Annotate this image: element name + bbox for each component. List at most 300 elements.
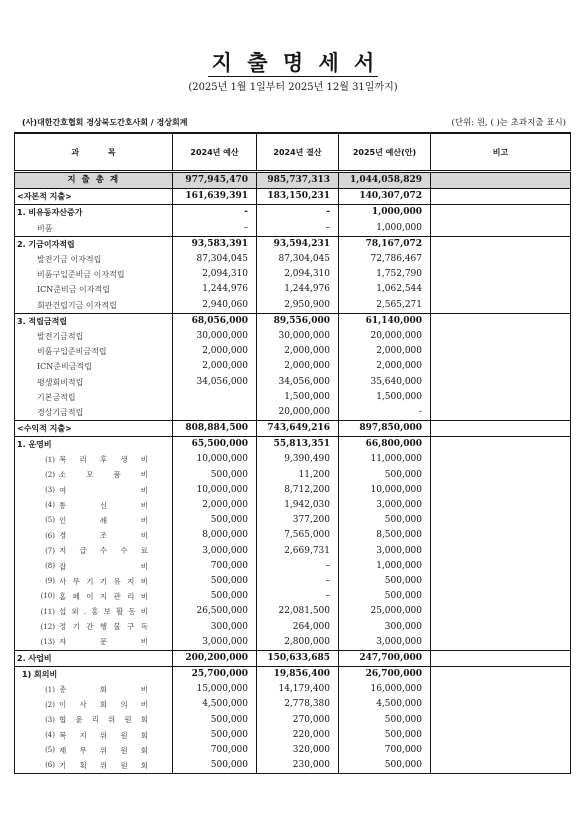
note-cell	[431, 713, 571, 728]
account-cell	[15, 267, 173, 282]
budget-2025-cell: 1,500,000	[339, 390, 431, 405]
budget-2025-cell: 140,307,072	[339, 189, 431, 205]
budget-2024-cell: 10,000,000	[173, 452, 257, 467]
note-cell	[431, 437, 571, 453]
note-cell	[431, 758, 571, 774]
budget-2025-cell: 500,000	[339, 574, 431, 589]
note-cell	[431, 483, 571, 498]
note-cell	[431, 405, 571, 421]
header-row	[15, 133, 571, 172]
item-row	[15, 483, 571, 498]
account-cell	[15, 483, 173, 498]
settled-2024-cell: 30,000,000	[257, 329, 339, 344]
item-number: (2)	[45, 700, 55, 709]
document-title	[0, 50, 586, 77]
expenditure-table	[14, 132, 571, 774]
settled-2024-cell: 14,179,400	[257, 682, 339, 697]
budget-2024-cell: 26,500,000	[173, 604, 257, 619]
group-row	[15, 313, 571, 329]
settled-2024-cell: 2,000,000	[257, 344, 339, 359]
budget-2024-cell: 2,094,310	[173, 267, 257, 282]
budget-2025-cell: 500,000	[339, 713, 431, 728]
item-row	[15, 589, 571, 604]
statement-period: (2025년 1월 1일부터 2025년 12월 31일까지)	[188, 82, 398, 93]
settled-2024-cell: 2,800,000	[257, 635, 339, 651]
note-cell	[431, 189, 571, 205]
budget-2025-cell: 3,000,000	[339, 498, 431, 513]
item-row	[15, 513, 571, 528]
settled-2024-cell: 19,856,400	[257, 667, 339, 683]
budget-2025-cell: 26,700,000	[339, 667, 431, 683]
account-cell	[15, 221, 173, 237]
budget-2024-cell: -	[173, 205, 257, 221]
document-title-text: 지 출 명 세 서	[208, 50, 379, 77]
item-row	[15, 743, 571, 758]
account-label: 2. 사업비	[17, 653, 52, 663]
item-row	[15, 267, 571, 282]
budget-2024-cell: 2,000,000	[173, 498, 257, 513]
budget-2025-cell: 3,000,000	[339, 544, 431, 559]
group-row	[15, 437, 571, 453]
note-cell	[431, 329, 571, 344]
settled-2024-cell: 320,000	[257, 743, 339, 758]
account-label: 통 신 비	[59, 500, 148, 510]
note-cell	[431, 221, 571, 237]
budget-2024-cell: 500,000	[173, 513, 257, 528]
item-number: (8)	[45, 562, 55, 571]
account-cell	[15, 528, 173, 543]
account-cell	[15, 344, 173, 359]
settled-2024-cell: 150,633,685	[257, 650, 339, 666]
account-cell	[15, 682, 173, 697]
settled-2024-cell: 7,565,000	[257, 528, 339, 543]
note-cell	[431, 344, 571, 359]
account-label: 복 리 후 생 비	[59, 455, 148, 465]
budget-2024-cell: 700,000	[173, 743, 257, 758]
item-number: (4)	[45, 501, 55, 510]
note-cell	[431, 498, 571, 513]
item-row	[15, 405, 571, 421]
settled-2024-cell: 22,081,500	[257, 604, 339, 619]
budget-2025-cell: 78,167,072	[339, 236, 431, 252]
budget-2025-cell: 700,000	[339, 743, 431, 758]
account-cell	[15, 544, 173, 559]
note-cell	[431, 667, 571, 683]
account-label: 총 회 비	[59, 685, 148, 695]
budget-2024-cell: 25,700,000	[173, 667, 257, 683]
budget-2025-cell: 500,000	[339, 728, 431, 743]
budget-2025-cell: 500,000	[339, 513, 431, 528]
item-number: (7)	[45, 546, 55, 555]
settled-2024-cell: 1,942,030	[257, 498, 339, 513]
settled-2024-cell: –	[257, 221, 339, 237]
item-number: (5)	[45, 746, 55, 755]
account-label: 비품구입준비금적립	[37, 347, 107, 357]
budget-2024-cell: 8,000,000	[173, 528, 257, 543]
item-row	[15, 713, 571, 728]
budget-2025-cell: 1,000,000	[339, 221, 431, 237]
item-row	[15, 559, 571, 574]
account-label: 지 급 수 수 료	[59, 546, 148, 556]
group-row	[15, 205, 571, 221]
budget-2024-cell: 10,000,000	[173, 483, 257, 498]
account-label: 인 쇄 비	[59, 515, 148, 525]
account-cell	[15, 619, 173, 634]
item-row	[15, 452, 571, 467]
item-row	[15, 728, 571, 743]
note-cell	[431, 635, 571, 651]
account-cell	[15, 559, 173, 574]
note-cell	[431, 282, 571, 297]
settled-2024-cell: 2,000,000	[257, 359, 339, 374]
settled-2024-cell: 87,304,045	[257, 252, 339, 267]
item-row	[15, 390, 571, 405]
budget-2025-cell: 500,000	[339, 468, 431, 483]
account-label: 비품	[37, 223, 53, 233]
settled-2024-cell: 2,669,731	[257, 544, 339, 559]
budget-2024-cell: 500,000	[173, 589, 257, 604]
note-cell	[431, 172, 571, 189]
account-cell	[15, 758, 173, 774]
note-cell	[431, 574, 571, 589]
account-label: 정 기 간 행 물 구 독	[59, 622, 148, 632]
account-label: 2. 기금이자적립	[17, 239, 75, 249]
budget-2025-cell: 1,000,000	[339, 559, 431, 574]
account-cell	[15, 697, 173, 712]
budget-2025-cell: 35,640,000	[339, 374, 431, 389]
budget-2025-cell: -	[339, 405, 431, 421]
header-settled-2024: 2024년 결산	[257, 133, 339, 172]
budget-2025-cell: 1,044,058,829	[339, 172, 431, 189]
settled-2024-cell: 183,150,231	[257, 189, 339, 205]
item-row	[15, 619, 571, 634]
budget-2025-cell: 20,000,000	[339, 329, 431, 344]
note-cell	[431, 236, 571, 252]
note-cell	[431, 604, 571, 619]
settled-2024-cell: 2,950,900	[257, 298, 339, 314]
settled-2024-cell: 743,649,216	[257, 421, 339, 437]
item-row	[15, 221, 571, 237]
account-cell	[15, 374, 173, 389]
settled-2024-cell: 1,244,976	[257, 282, 339, 297]
budget-2024-cell: 30,000,000	[173, 329, 257, 344]
header-budget-2025: 2025년 예산(안)	[339, 133, 431, 172]
account-cell	[15, 359, 173, 374]
note-cell	[431, 359, 571, 374]
note-cell	[431, 513, 571, 528]
account-label: 자 문 비	[59, 637, 148, 647]
account-label: 1. 운영비	[17, 440, 52, 450]
settled-2024-cell: 9,390,490	[257, 452, 339, 467]
budget-2025-cell: 3,000,000	[339, 635, 431, 651]
item-row	[15, 374, 571, 389]
budget-2025-cell: 4,500,000	[339, 697, 431, 712]
account-cell	[15, 604, 173, 619]
account-cell	[15, 390, 173, 405]
budget-2025-cell: 247,700,000	[339, 650, 431, 666]
note-cell	[431, 468, 571, 483]
account-label: 비품구입준비금 이자적립	[37, 270, 125, 280]
account-label: 협 윤 리 위 원 회	[59, 715, 148, 725]
item-number: (6)	[45, 761, 55, 770]
budget-2024-cell: 500,000	[173, 574, 257, 589]
account-cell	[15, 437, 173, 453]
budget-2024-cell	[173, 390, 257, 405]
settled-2024-cell: –	[257, 589, 339, 604]
account-label: <수익적 지출>	[17, 424, 72, 434]
account-cell	[15, 236, 173, 252]
account-cell	[15, 650, 173, 666]
item-row	[15, 544, 571, 559]
account-label: 3. 적립금적립	[17, 316, 68, 326]
header-account: 과 목	[15, 133, 173, 172]
settled-2024-cell: 1,500,000	[257, 390, 339, 405]
item-row	[15, 344, 571, 359]
note-cell	[431, 697, 571, 712]
budget-2024-cell: 2,940,060	[173, 298, 257, 314]
settled-2024-cell: 220,000	[257, 728, 339, 743]
account-cell	[15, 282, 173, 297]
item-number: (13)	[40, 637, 55, 646]
budget-2024-cell: –	[173, 221, 257, 237]
item-row	[15, 604, 571, 619]
budget-2024-cell: 2,000,000	[173, 359, 257, 374]
note-cell	[431, 728, 571, 743]
item-number: (12)	[40, 622, 55, 631]
item-row	[15, 252, 571, 267]
settled-2024-cell: -	[257, 205, 339, 221]
account-cell	[15, 468, 173, 483]
account-label: 발전기금 이자적립	[37, 255, 102, 265]
account-label: 여 비	[59, 485, 148, 495]
account-label: 섭 외 . 홍 보 활 동 비	[59, 607, 148, 617]
settled-2024-cell: 2,778,380	[257, 697, 339, 712]
settled-2024-cell: –	[257, 574, 339, 589]
header-budget-2024: 2024년 예산	[173, 133, 257, 172]
budget-2024-cell: 68,056,000	[173, 313, 257, 329]
note-cell	[431, 619, 571, 634]
note-cell	[431, 682, 571, 697]
budget-2025-cell: 2,565,271	[339, 298, 431, 314]
settled-2024-cell: 270,000	[257, 713, 339, 728]
account-label: 경상기금적립	[37, 407, 84, 417]
item-row	[15, 682, 571, 697]
account-label: 기 획 위 원 회	[59, 760, 148, 770]
budget-2025-cell: 1,000,000	[339, 205, 431, 221]
budget-2024-cell: 200,200,000	[173, 650, 257, 666]
item-number: (9)	[45, 577, 55, 586]
section-row	[15, 189, 571, 205]
note-cell	[431, 544, 571, 559]
note-cell	[431, 589, 571, 604]
budget-2025-cell: 300,000	[339, 619, 431, 634]
account-cell	[15, 574, 173, 589]
note-cell	[431, 743, 571, 758]
budget-2025-cell: 72,786,467	[339, 252, 431, 267]
account-cell	[15, 728, 173, 743]
settled-2024-cell: 377,200	[257, 513, 339, 528]
group-row	[15, 650, 571, 666]
settled-2024-cell: 34,056,000	[257, 374, 339, 389]
account-cell	[15, 589, 173, 604]
account-label: 1. 비유동자산증가	[17, 208, 83, 218]
account-cell	[15, 298, 173, 314]
account-label: 발전기금적립	[37, 331, 84, 341]
account-label: 1) 회의비	[22, 670, 58, 680]
budget-2025-cell: 2,000,000	[339, 344, 431, 359]
account-label: 기본금적립	[37, 392, 76, 402]
total-row	[15, 172, 571, 189]
item-number: (1)	[45, 685, 55, 694]
item-row	[15, 697, 571, 712]
settled-2024-cell: 985,737,313	[257, 172, 339, 189]
note-cell	[431, 267, 571, 282]
budget-2025-cell: 11,000,000	[339, 452, 431, 467]
budget-2024-cell: 500,000	[173, 713, 257, 728]
settled-2024-cell: 8,712,200	[257, 483, 339, 498]
item-row	[15, 329, 571, 344]
item-row	[15, 282, 571, 297]
table-body	[15, 172, 571, 774]
account-cell	[15, 667, 173, 683]
settled-2024-cell: 89,556,000	[257, 313, 339, 329]
account-cell	[15, 452, 173, 467]
item-number: (3)	[45, 486, 55, 495]
account-cell	[15, 498, 173, 513]
budget-2024-cell: 1,244,976	[173, 282, 257, 297]
organization-name: (사)대한간호협회 경상북도간호사회 / 경상회계	[22, 118, 188, 127]
section-row	[15, 421, 571, 437]
budget-2024-cell: 65,500,000	[173, 437, 257, 453]
subgroup-row	[15, 667, 571, 683]
budget-2024-cell: 15,000,000	[173, 682, 257, 697]
settled-2024-cell: 20,000,000	[257, 405, 339, 421]
account-label: 회관건립기금 이자적립	[37, 300, 117, 310]
budget-2024-cell: 500,000	[173, 758, 257, 774]
account-label: 홈 페 이 지 관 리 비	[59, 591, 148, 601]
budget-2024-cell: 4,500,000	[173, 697, 257, 712]
note-cell	[431, 390, 571, 405]
note-cell	[431, 452, 571, 467]
budget-2025-cell: 500,000	[339, 589, 431, 604]
note-cell	[431, 252, 571, 267]
budget-2024-cell: 87,304,045	[173, 252, 257, 267]
budget-2024-cell	[173, 405, 257, 421]
unit-note: (단위: 원, ( )는 초과지출 표시)	[451, 118, 566, 128]
budget-2025-cell: 1,062,544	[339, 282, 431, 297]
header-note: 비고	[431, 133, 571, 172]
item-number: (3)	[45, 715, 55, 724]
budget-2025-cell: 66,800,000	[339, 437, 431, 453]
item-row	[15, 498, 571, 513]
account-cell	[15, 513, 173, 528]
item-row	[15, 635, 571, 651]
item-number: (5)	[45, 516, 55, 525]
item-row	[15, 298, 571, 314]
budget-2024-cell: 977,945,470	[173, 172, 257, 189]
account-label: 이 사 회 의 비	[59, 700, 148, 710]
account-label: 재 무 위 원 회	[59, 745, 148, 755]
account-cell	[15, 313, 173, 329]
account-label: 사 무 기 기 유 지 비	[59, 576, 148, 586]
account-cell	[15, 743, 173, 758]
account-label: 경 조 비	[59, 531, 148, 541]
account-cell	[15, 172, 173, 189]
budget-2025-cell: 25,000,000	[339, 604, 431, 619]
budget-2024-cell: 93,583,391	[173, 236, 257, 252]
budget-2024-cell: 808,884,500	[173, 421, 257, 437]
note-cell	[431, 559, 571, 574]
note-cell	[431, 298, 571, 314]
budget-2024-cell: 161,639,391	[173, 189, 257, 205]
account-label: 소 모 품 비	[59, 470, 148, 480]
item-row	[15, 528, 571, 543]
note-cell	[431, 205, 571, 221]
table-header	[15, 133, 571, 172]
settled-2024-cell: –	[257, 559, 339, 574]
budget-2025-cell: 16,000,000	[339, 682, 431, 697]
item-row	[15, 574, 571, 589]
settled-2024-cell: 2,094,310	[257, 267, 339, 282]
group-row	[15, 236, 571, 252]
item-number: (1)	[45, 455, 55, 464]
account-cell	[15, 189, 173, 205]
account-cell	[15, 635, 173, 651]
item-number: (2)	[45, 470, 55, 479]
budget-2024-cell: 500,000	[173, 728, 257, 743]
settled-2024-cell: 55,813,351	[257, 437, 339, 453]
budget-2025-cell: 500,000	[339, 758, 431, 774]
note-cell	[431, 313, 571, 329]
account-cell	[15, 205, 173, 221]
account-label: 복 지 위 원 회	[59, 730, 148, 740]
settled-2024-cell: 93,594,231	[257, 236, 339, 252]
account-cell	[15, 421, 173, 437]
budget-2024-cell: 34,056,000	[173, 374, 257, 389]
item-number: (10)	[40, 592, 55, 601]
budget-2024-cell: 3,000,000	[173, 544, 257, 559]
budget-2025-cell: 10,000,000	[339, 483, 431, 498]
account-cell	[15, 713, 173, 728]
note-cell	[431, 650, 571, 666]
account-label: 잡 비	[59, 561, 148, 571]
settled-2024-cell: 11,200	[257, 468, 339, 483]
budget-2025-cell: 1,752,790	[339, 267, 431, 282]
note-cell	[431, 421, 571, 437]
budget-2025-cell: 897,850,000	[339, 421, 431, 437]
budget-2024-cell: 3,000,000	[173, 635, 257, 651]
item-row	[15, 758, 571, 774]
settled-2024-cell: 264,000	[257, 619, 339, 634]
settled-2024-cell: 230,000	[257, 758, 339, 774]
budget-2024-cell: 500,000	[173, 468, 257, 483]
budget-2025-cell: 61,140,000	[339, 313, 431, 329]
account-label: 지 출 총 계	[67, 175, 120, 186]
account-label: 평생회비적립	[37, 377, 84, 387]
note-cell	[431, 528, 571, 543]
budget-2024-cell: 300,000	[173, 619, 257, 634]
item-row	[15, 468, 571, 483]
item-number: (4)	[45, 731, 55, 740]
account-cell	[15, 329, 173, 344]
account-label: <자본적 지출>	[17, 192, 72, 202]
budget-2025-cell: 8,500,000	[339, 528, 431, 543]
account-label: ICN준비금적립	[37, 362, 92, 372]
budget-2025-cell: 2,000,000	[339, 359, 431, 374]
note-cell	[431, 374, 571, 389]
account-label: ICN준비금 이자적립	[37, 285, 110, 295]
item-number: (6)	[45, 531, 55, 540]
